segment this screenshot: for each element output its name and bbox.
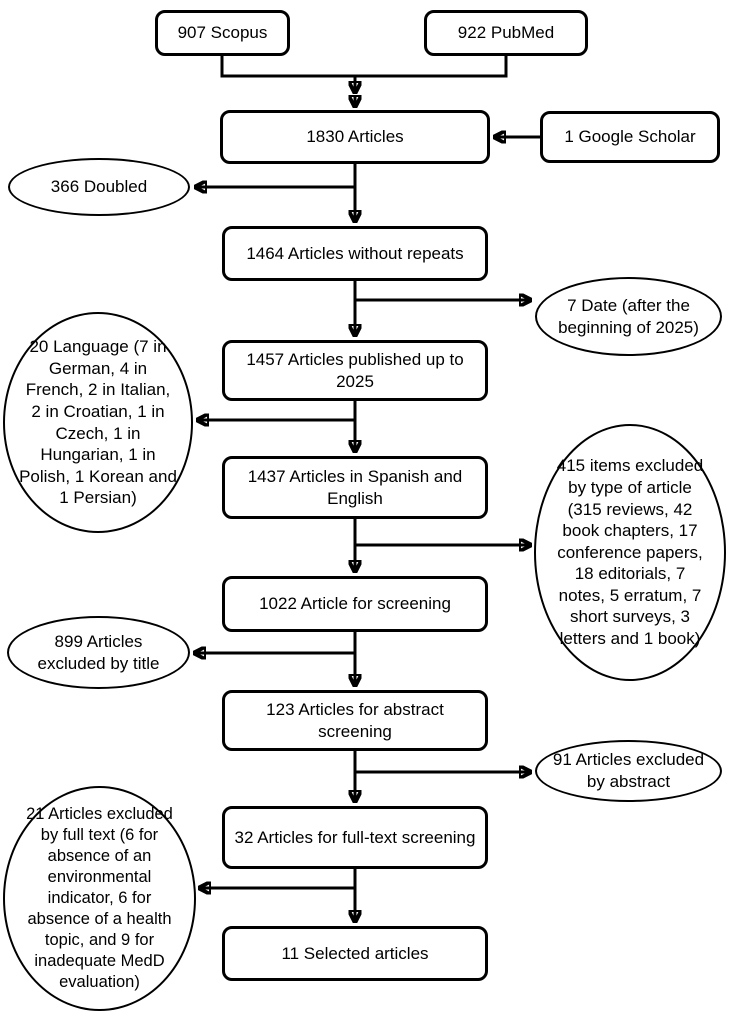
node-spanish-english-label: 1437 Articles in Spanish and English xyxy=(247,466,463,508)
edge-pubmed-merge xyxy=(355,56,506,76)
node-pubmed-label: 922 PubMed xyxy=(457,23,555,43)
node-abstract-screening-label: 123 Articles for abstract screening xyxy=(266,699,444,741)
node-total-articles-label: 1830 Articles xyxy=(306,127,404,147)
node-pubmed xyxy=(424,10,588,56)
node-published-up-to-2025 xyxy=(222,340,488,401)
node-abstract-screening xyxy=(222,690,488,751)
node-fulltext-screening-label: 32 Articles for full-text screening xyxy=(234,827,476,847)
node-language-excluded xyxy=(3,312,193,533)
node-title-excluded xyxy=(7,616,190,689)
node-type-excluded-label: 415 items excluded by type of article (315 reviews, 42 book chapters, 17 conference papers, 18 editorials, 7 notes, 5 erratum, 7 short surveys, 3 letters and 1 book) xyxy=(556,456,704,649)
node-fulltext-screening xyxy=(222,806,488,869)
node-total-articles xyxy=(220,110,490,164)
node-date-excluded xyxy=(535,277,722,356)
node-without-repeats-label: 1464 Articles without repeats xyxy=(246,243,464,263)
node-type-excluded xyxy=(534,424,726,681)
node-language-excluded-label: 20 Language (7 in German, 4 in French, 2 in Italian, 2 in Croatian, 1 in Czech, 1 in Hungarian, 1 in Polish, 1 Korean and 1 Persian) xyxy=(19,337,177,508)
node-google-scholar-label: 1 Google Scholar xyxy=(564,127,696,147)
node-selected-articles xyxy=(222,926,488,981)
node-scopus-label: 907 Scopus xyxy=(177,23,268,43)
node-selected-articles-label: 11 Selected articles xyxy=(281,943,429,963)
node-published-up-to-2025-label: 1457 Articles published up to 2025 xyxy=(246,349,464,391)
node-for-screening xyxy=(222,576,488,632)
node-title-excluded-label: 899 Articles excluded by title xyxy=(37,631,160,673)
node-fulltext-excluded-label: 21 Articles excluded by full text (6 for absence of an environmental indicator, 6 for absence of a health topic, and 9 for inadequate MedD evaluation) xyxy=(26,805,173,991)
node-doubled-excluded-label: 366 Doubled xyxy=(50,177,148,197)
node-abstract-excluded-label: 91 Articles excluded by abstract xyxy=(552,750,705,791)
node-for-screening-label: 1022 Article for screening xyxy=(259,594,451,614)
node-doubled-excluded xyxy=(8,158,190,216)
edge-scopus-merge xyxy=(222,56,355,76)
node-fulltext-excluded xyxy=(3,786,196,1011)
node-date-excluded-label: 7 Date (after the beginning of 2025) xyxy=(558,295,699,337)
node-scopus xyxy=(155,10,290,56)
node-google-scholar xyxy=(540,111,720,163)
node-spanish-english xyxy=(222,456,488,519)
node-without-repeats xyxy=(222,226,488,281)
node-abstract-excluded xyxy=(535,740,722,802)
